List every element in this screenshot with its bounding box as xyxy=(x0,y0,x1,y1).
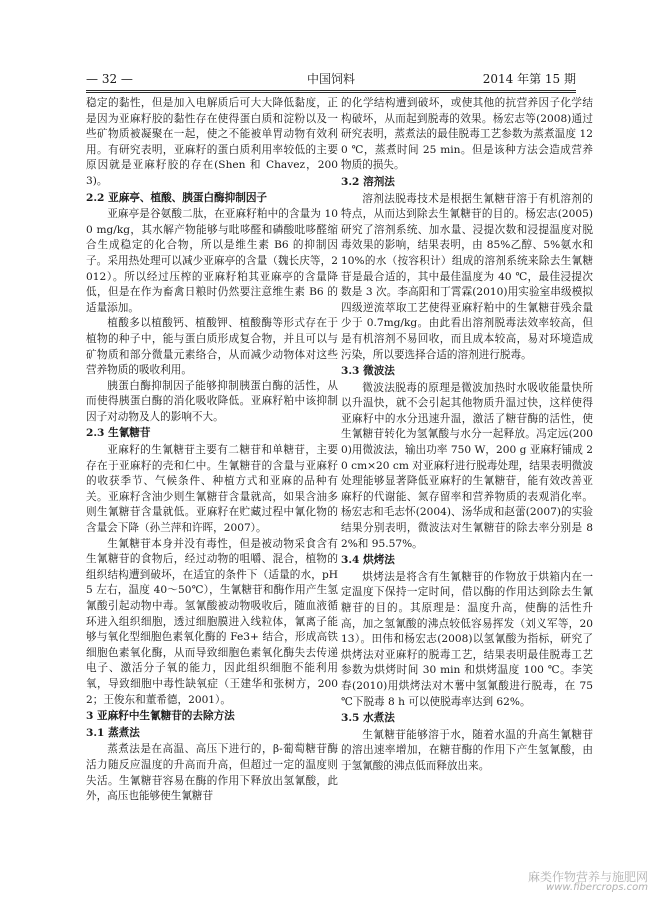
paragraph: 蒸煮法是在高温、高压下进行的，β-葡萄糖苷酶活力随反应温度的升高而升高，但超过一定的温度则失活。生氰糖苷容易在酶的作用下释放出氢氰酸，此外，高压也能够使生氰糖苷 xyxy=(86,743,338,803)
paragraph: 植酸多以植酸钙、植酸钾、植酸酶等形式存在于植物的种子中，能与蛋白质形成复合物，并且可以与矿物质和部分微量元素络合，从而减少动物体对这些营养物质的吸收利用。 xyxy=(86,317,338,377)
section-title: 3.5 水煮法 xyxy=(341,712,395,725)
watermark-title: 麻类作物营养与施肥网 xyxy=(527,870,648,884)
header-rule-top xyxy=(86,90,576,91)
left-column xyxy=(86,96,338,805)
paragraph: 的化学结构遭到破坏，或使其他的抗营养因子化学结构破坏，从而起到脱毒的效果。杨宏志等(2008)通过研究表明，蒸煮法的最佳脱毒工艺参数为蒸煮温度 120 ℃，蒸煮时间 25 min。但是该种方法会造成营养物质的损失。 xyxy=(341,97,593,172)
right-column xyxy=(341,96,593,775)
paragraph: 亚麻亭是谷氨酸二肽，在亚麻籽粕中的含量为 100 mg/kg，其水解产物能够与吡哆醛和磷酸吡哆醛缩合生成稳定的化合物，所以是维生素 B6 的抑制因子。采用热处理可以减少亚麻亭的含量（魏长庆等，2012）。所以经过压榨的亚麻籽粕其亚麻亭的含量降低，但是在作为畜禽日粮时仍然要注意维生素 B6 的适量添加。 xyxy=(86,208,338,314)
journal-title: 中国饲料 xyxy=(306,72,355,86)
section-heading xyxy=(86,426,338,442)
section-heading xyxy=(341,175,593,191)
issue-label: 2014 年第 15 期 xyxy=(482,72,576,86)
section-heading xyxy=(86,726,338,742)
section-heading xyxy=(341,711,593,727)
paragraph: 胰蛋白酶抑制因子能够抑制胰蛋白酶的活性，从而使得胰蛋白酶的消化吸收降低。亚麻籽粕中该抑制因子对动物及人的影响不大。 xyxy=(86,379,338,423)
section-heading xyxy=(341,364,593,380)
section-heading xyxy=(86,191,338,207)
paragraph: 微波法脱毒的原理是微波加热时水吸收能量快所以升温快，就不会引起其他物质升温过快，这样使得亚麻籽中的水分迅速升温，激活了糖苷酶的活性，使生氰糖苷转化为氢氰酸与水分一起释放。冯定远(2000)用微波法，输出功率 750 W，200 g 亚麻籽铺成 20 cm×20 cm 对亚麻籽进行脱毒处理，结果表明微波处理能够显著降低亚麻籽的生氰糖苷，能有效改善亚麻籽的代谢能、氮存留率和营养物质的表观消化率。杨宏志和毛志怀(2004)、汤华成和赵蕾(2007)的实验结果分别表明，微波法对生氰糖苷的除去率分别是 82%和 95.57%。 xyxy=(341,381,593,550)
paragraph: 亚麻籽的生氰糖苷主要有二糖苷和单糖苷，主要存在于亚麻籽的壳和仁中。生氰糖苷的含量与亚麻籽的收获季节、气候条件、种植方式和亚麻的品种有关。亚麻籽含油少则生氰糖苷含量就高，如果含油多则生氰糖苷含量就低。亚麻籽在贮藏过程中氰化物的含量会下降（孙兰萍和许晖，2007）。 xyxy=(86,444,338,535)
header-rule-bottom xyxy=(86,92,576,93)
paragraph: 生氰糖苷本身并没有毒性，但是被动物采食含有生氰糖苷的食物后，经过动物的咀嚼、混合，植物的组织结构遭到破坏，在适宜的条件下（适量的水，pH 5 左右，温度 40～50℃），生氰糖苷和酶作用产生氢氰酸引起动物中毒。氢氰酸被动物吸收后，随血液循环进入组织细胞，透过细胞膜进入线粒体，氰离子能够与氧化型细胞色素氧化酶的 Fe3+ 结合，形成高铁细胞色素氧化酶，从而导致细胞色素氧化酶失去传递电子、激活分子氧的能力，因此组织细胞不能利用氧，导致细胞中毒性缺氧症（王建华和张树方，2002；王俊东和董希德，2001）。 xyxy=(86,537,338,706)
paragraph: 烘烤法是将含有生氰糖苷的作物放于烘箱内在一定温度下保持一定时间，借以酶的作用达到除去生氰糖苷的目的。其原理是：温度升高，使酶的活性升高，加之氢氰酸的沸点较低容易挥发（刘义军等，2013）。田伟和杨宏志(2008)以氢氰酸为指标，研究了烘烤法对亚麻籽的脱毒工艺，结果表明最佳脱毒工艺参数为烘烤时间 30 min 和烘烤温度 100 ℃。李笑春(2010)用烘烤法对木薯中氢氰酸进行脱毒，在 75 ℃下脱毒 8 h 可以使脱毒率达到 62%。 xyxy=(341,570,593,708)
section-heading: 3 亚麻籽中生氰糖苷的去除方法 xyxy=(86,710,235,723)
section-title: 3.3 微波法 xyxy=(341,365,395,378)
section-title: 3.4 烘烤法 xyxy=(341,554,395,567)
section-title: 3.2 溶剂法 xyxy=(341,175,395,188)
section-title: 3.1 蒸煮法 xyxy=(86,726,140,739)
paragraph: 溶剂法脱毒技术是根据生氰糖苷溶于有机溶剂的特点，从而达到除去生氰糖苷的目的。杨宏志(2005)研究了溶剂系统、加水量、浸提次数和浸提温度对脱毒效果的影响，结果表明，由 85%乙醇、5%氨水和 10%的水（按容积计）组成的溶剂系统来除去生氰糖苷是最合适的，其中最佳温度为 40 ℃，最佳浸提次数是 3 次。李高阳和丁霄霖(2010)用实验室串级模拟四级逆流萃取工艺使得亚麻籽粕中的生氰糖苷残余量少于 0.7mg/kg。由此看出溶剂脱毒法效率较高，但是有机溶剂不易回收，而且成本较高，易对环境造成污染，所以要选择合适的溶剂进行脱毒。 xyxy=(341,192,593,361)
paragraph: 生氰糖苷能够溶于水，随着水温的升高生氰糖苷的溶出速率增加，在糖苷酶的作用下产生氢氰酸，由于氢氰酸的沸点低而释放出来。 xyxy=(341,728,593,772)
section-heading xyxy=(341,553,593,569)
page-number: — 32 — xyxy=(86,72,133,86)
paragraph: 稳定的黏性，但是加入电解质后可大大降低黏度，正是因为亚麻籽胶的黏性存在使得蛋白质和淀粉以及一些矿物质被凝聚在一起，使之不能被单胃动物有效利用。有研究表明，亚麻籽的蛋白质利用率较低的主要原因就是亚麻籽胶的存在(Shen 和 Chavez，2003)。 xyxy=(86,97,338,187)
watermark-url: www.fibercrops.com xyxy=(546,882,648,893)
section-title: 2.2 亚麻亭、植酸、胰蛋白酶抑制因子 xyxy=(86,191,268,204)
section-title: 2.3 生氰糖苷 xyxy=(86,427,151,440)
